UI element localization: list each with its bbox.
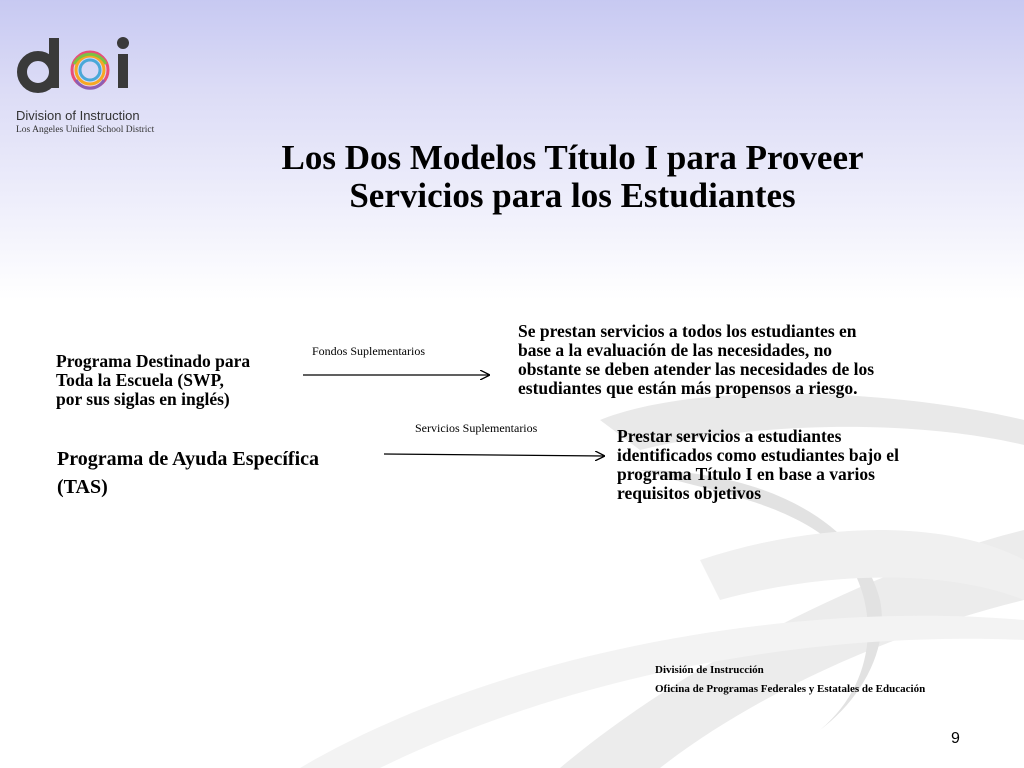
tas-line-1: Programa de Ayuda Específica (57, 448, 320, 470)
title-line-1: Los Dos Modelos Título I para Proveer (281, 138, 864, 177)
footer-division: División de Instrucción (655, 664, 764, 676)
tas-program-label (57, 445, 387, 501)
tas-desc-line-3: programa Título I en base a varios (617, 464, 875, 484)
tas-desc-line-1: Prestar servicios a estudiantes (617, 426, 842, 446)
swp-line-3: por sus siglas en inglés) (56, 389, 230, 409)
swp-desc-line-1: Se prestan servicios a todos los estudiantes en (518, 321, 857, 341)
tas-desc-line-4: requisitos objetivos (617, 483, 762, 503)
tas-line-2: (TAS) (57, 476, 108, 498)
swp-line-2: Toda la Escuela (SWP, (56, 370, 224, 390)
tas-arrow (384, 454, 604, 456)
swp-line-1: Programa Destinado para (56, 351, 251, 371)
tas-arrow-label: Servicios Suplementarios (415, 421, 538, 435)
swp-desc-line-4: estudiantes que están más propensos a riesgo. (518, 378, 858, 398)
tas-desc-line-2: identificados como estudiantes bajo el (617, 445, 899, 465)
swp-program-label (56, 352, 296, 409)
page-number: 9 (951, 730, 960, 747)
swp-arrow-label: Fondos Suplementarios (312, 344, 425, 358)
footer-office: Oficina de Programas Federales y Estatales de Educación (655, 683, 926, 695)
title-line-2: Servicios para los Estudiantes (349, 176, 796, 215)
swp-desc-line-3: obstante se deben atender las necesidades de los (518, 359, 875, 379)
logo-division-text: Division of Instruction (16, 108, 140, 123)
logo-district-text: Los Angeles Unified School District (16, 125, 155, 135)
swp-description (518, 322, 874, 398)
tas-description (617, 427, 899, 503)
swp-desc-line-2: base a la evaluación de las necesidades, no (518, 340, 833, 360)
